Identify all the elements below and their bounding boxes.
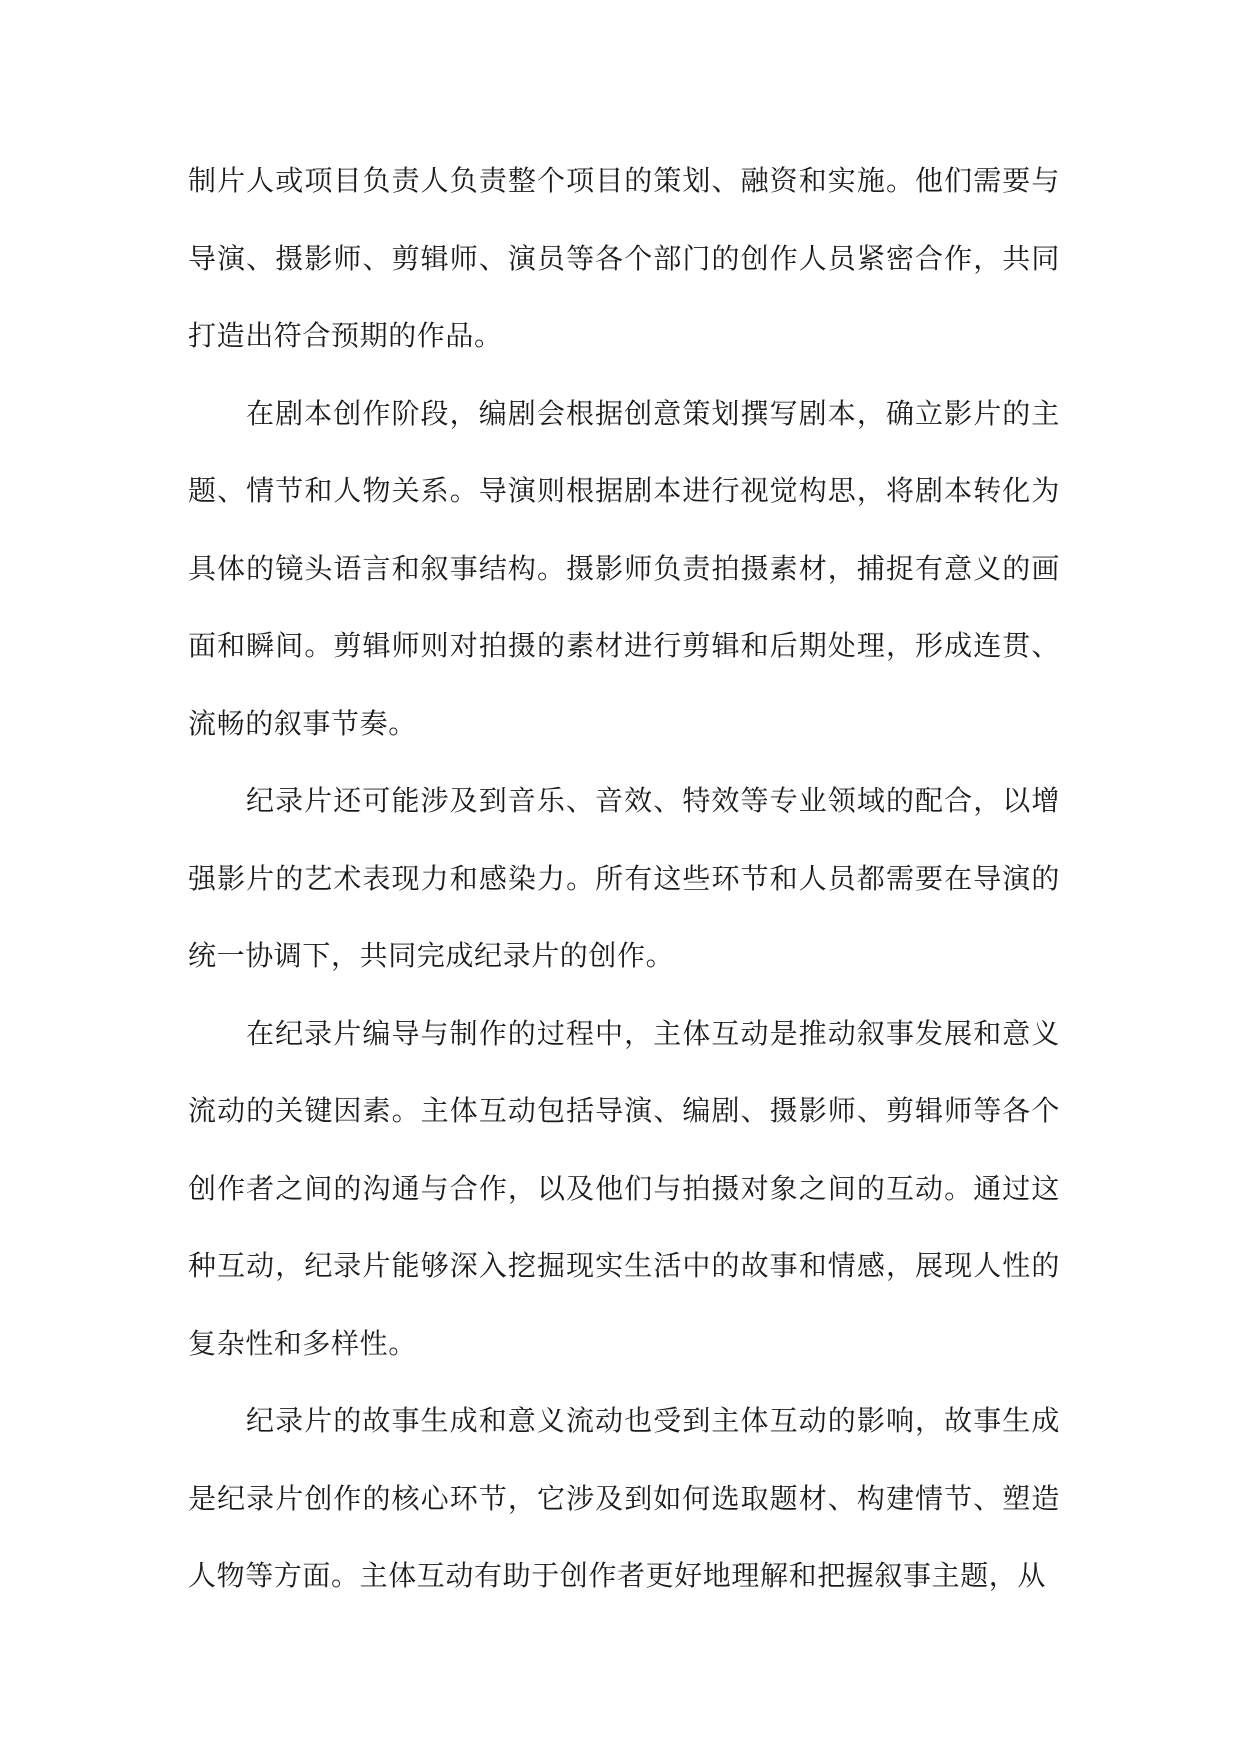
body-text [188, 142, 1060, 1615]
paragraph-4: 在纪录片编导与制作的过程中，主体互动是推动叙事发展和意义流动的关键因素。主体互动包括导演、编剧、摄影师、剪辑师等各个创作者之间的沟通与合作，以及他们与拍摄对象之间的互动。通过这种互动，纪录片能够深入挖掘现实生活中的故事和情感，展现人性的复杂性和多样性。 [188, 1016, 1060, 1360]
paragraph-1: 制片人或项目负责人负责整个项目的策划、融资和实施。他们需要与导演、摄影师、剪辑师、演员等各个部门的创作人员紧密合作，共同打造出符合预期的作品。 [188, 164, 1060, 352]
paragraph-2: 在剧本创作阶段，编剧会根据创意策划撰写剧本，确立影片的主题、情节和人物关系。导演则根据剧本进行视觉构思，将剧本转化为具体的镜头语言和叙事结构。摄影师负责拍摄素材，捕捉有意义的画面和瞬间。剪辑师则对拍摄的素材进行剪辑和后期处理，形成连贯、流畅的叙事节奏。 [188, 396, 1060, 740]
paragraph-5: 纪录片的故事生成和意义流动也受到主体互动的影响，故事生成是纪录片创作的核心环节，它涉及到如何选取题材、构建情节、塑造人物等方面。主体互动有助于创作者更好地理解和把握叙事主题，从 [188, 1404, 1060, 1592]
paragraph-3: 纪录片还可能涉及到音乐、音效、特效等专业领域的配合，以增强影片的艺术表现力和感染力。所有这些环节和人员都需要在导演的统一协调下，共同完成纪录片的创作。 [188, 784, 1060, 972]
